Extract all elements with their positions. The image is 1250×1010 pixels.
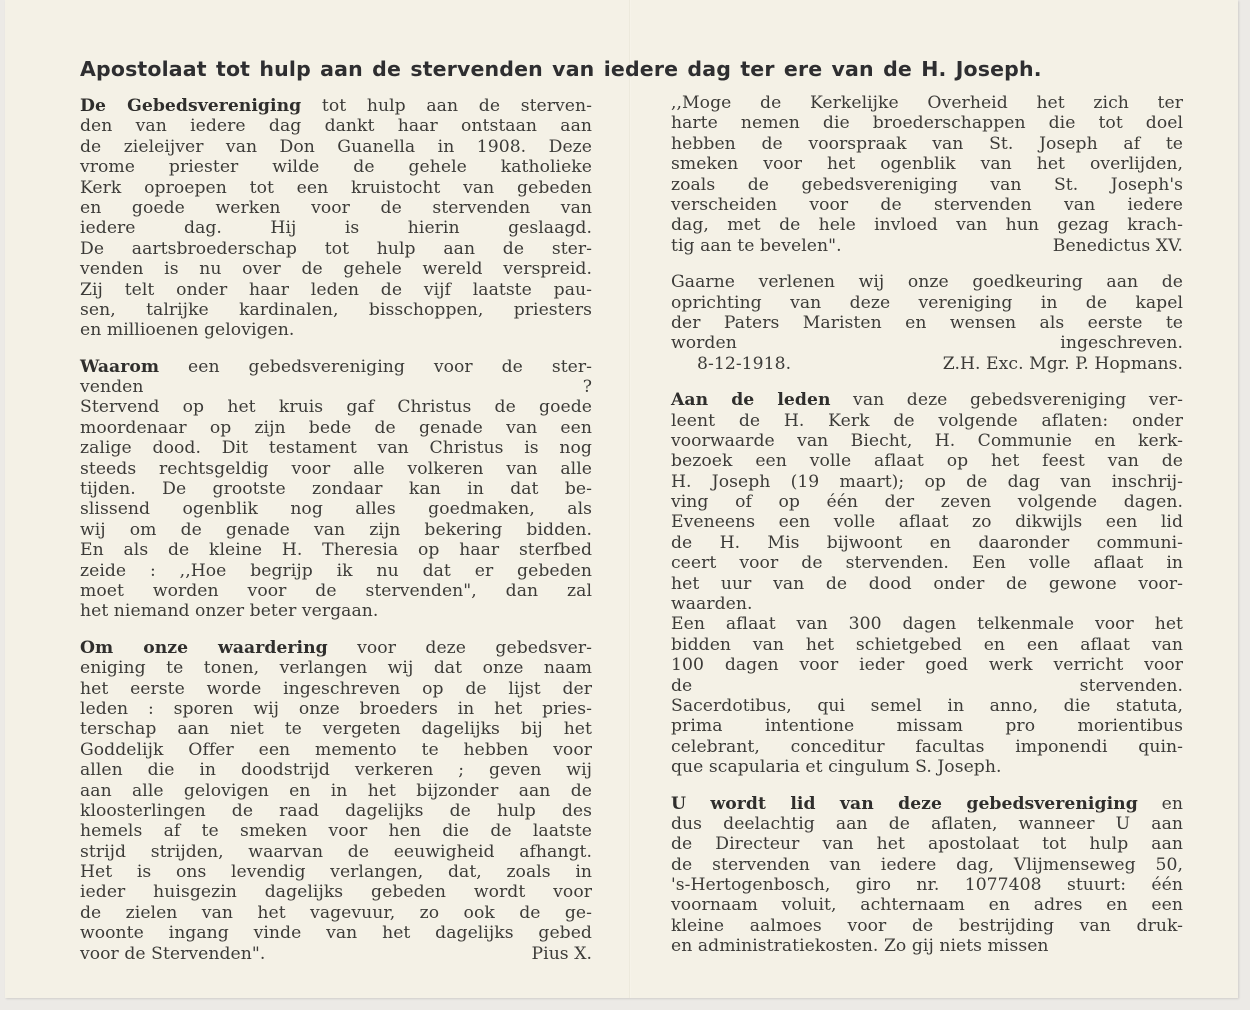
- line-text: ,,Moge de Kerkelijke Overheid het zich ter: [671, 93, 1183, 113]
- line-text: De aartsbroederschap tot hulp aan de ster-: [80, 238, 592, 259]
- line-text: slissend ogenblik nog alles goedmaken, als: [80, 499, 592, 520]
- text-line: [80, 540, 592, 560]
- text-line: [80, 862, 592, 882]
- line-text: voorwaarde van Biecht, H. Communie en kerk-: [671, 430, 1183, 451]
- text-line: [671, 533, 1183, 553]
- line-text: de stervenden van iedere dag, Vlijmenseweg 50,: [671, 854, 1183, 875]
- line-text: het eerste worde ingeschreven op de lijst der: [80, 678, 592, 699]
- text-line: [671, 93, 1183, 113]
- line-text: prima intentione missam pro morientibus: [671, 716, 1183, 737]
- line-text: het niemand onzer beter vergaan.: [80, 601, 379, 622]
- text-line: [671, 716, 1183, 736]
- text-line: [80, 320, 592, 340]
- text-line: [671, 333, 1183, 353]
- left-column: [80, 96, 592, 980]
- text-line: [671, 113, 1183, 133]
- closing-text: voor de Stervenden".: [80, 943, 266, 964]
- line-text: waarden.: [671, 594, 753, 615]
- closing-line: [80, 944, 592, 964]
- text-line: [80, 178, 592, 198]
- line-text: en: [1137, 793, 1183, 814]
- line-text: dag, met de hele invloed van hun gezag krach-: [671, 215, 1183, 236]
- text-line: [671, 293, 1183, 313]
- line-text: 's-Hertogenbosch, giro nr. 1077408 stuurt: één: [671, 875, 1183, 896]
- line-text: Eveneens een volle aflaat zo dikwijls een lid: [671, 512, 1183, 533]
- line-text: zeide : ,,Hoe begrijp ik nu dat er gebeden: [80, 560, 592, 581]
- text-line: [80, 923, 592, 943]
- signature: Pius X.: [531, 943, 592, 964]
- date-signature-line: [671, 354, 1183, 374]
- line-text: de H. Mis bijwoont en daaronder communi-: [671, 532, 1183, 553]
- text-line: [671, 272, 1183, 292]
- line-text: zalige dood. Dit testament van Christus is nog: [80, 438, 592, 459]
- text-line: [80, 479, 592, 499]
- text-line: [80, 357, 592, 377]
- line-text: Kerk oproepen tot een kruistocht van gebeden: [80, 177, 592, 198]
- text-line: [671, 215, 1183, 235]
- line-text: de Directeur van het apostolaat tot hulp aan: [671, 834, 1183, 855]
- line-text: celebrant, conceditur facultas imponendi quin-: [671, 736, 1183, 757]
- text-line: [671, 655, 1183, 675]
- line-text: Het is ons levendig verlangen, dat, zoals in: [80, 862, 592, 883]
- text-line: [671, 390, 1183, 410]
- text-line: [671, 614, 1183, 634]
- paragraph: [671, 272, 1183, 374]
- line-text: Stervend op het kruis gaf Christus de goede: [80, 397, 592, 418]
- text-line: [80, 903, 592, 923]
- paragraph-lead: U wordt lid van deze gebedsvereniging: [671, 793, 1138, 814]
- line-text: hemels af te smeken voor hen die de laatste: [80, 821, 592, 842]
- text-line: [671, 553, 1183, 573]
- paragraph: [671, 794, 1183, 957]
- line-text: 100 dagen voor ieder goed werk verricht voor: [671, 655, 1183, 676]
- text-line: [671, 492, 1183, 512]
- line-text: venden ?: [80, 377, 592, 398]
- text-line: [80, 601, 592, 621]
- paragraph-lead: Aan de leden: [671, 390, 831, 411]
- text-line: [80, 459, 592, 479]
- paragraph: [80, 96, 592, 341]
- line-text: worden ingeschreven.: [671, 333, 1183, 354]
- line-text: hebben de voorspraak van St. Joseph af te: [671, 133, 1183, 154]
- text-line: [671, 875, 1183, 895]
- text-line: [671, 794, 1183, 814]
- line-text: leent de H. Kerk de volgende aflaten: onder: [671, 410, 1183, 431]
- text-line: [671, 574, 1183, 594]
- text-line: [671, 757, 1183, 777]
- text-line: [671, 594, 1183, 614]
- text-line: [80, 259, 592, 279]
- line-text: verscheiden voor de stervenden van iedere: [671, 194, 1183, 215]
- paragraph-lead: Waarom: [80, 356, 160, 377]
- line-text: steeds rechtsgeldig voor alle volkeren van alle: [80, 458, 592, 479]
- line-text: vrome priester wilde de gehele katholieke: [80, 157, 592, 178]
- line-text: tot hulp aan de sterven-: [301, 96, 592, 116]
- text-line: [80, 116, 592, 136]
- text-line: [80, 801, 592, 821]
- line-text: een gebedsvereniging voor de ster-: [159, 356, 592, 377]
- text-line: [80, 198, 592, 218]
- text-line: [80, 740, 592, 760]
- line-text: de zieleijver van Don Guanella in 1908. Deze: [80, 136, 592, 157]
- text-line: [671, 195, 1183, 215]
- line-text: de zielen van het vagevuur, zo ook de ge-: [80, 902, 592, 923]
- line-text: Goddelijk Offer een memento te hebben voor: [80, 739, 592, 760]
- line-text: het uur van de dood onder de gewone voor-: [671, 573, 1183, 594]
- text-line: [80, 520, 592, 540]
- line-text: moordenaar op zijn bede de genade van een: [80, 417, 592, 438]
- text-line: [80, 638, 592, 658]
- text-line: [80, 438, 592, 458]
- line-text: voor deze gebedsver-: [327, 637, 592, 658]
- text-line: [671, 936, 1183, 956]
- text-line: [671, 696, 1183, 716]
- text-line: [671, 134, 1183, 154]
- line-text: iedere dag. Hij is hierin geslaagd.: [80, 218, 592, 239]
- line-text: ving of op één der zeven volgende dagen.: [671, 492, 1183, 513]
- text-line: [671, 451, 1183, 471]
- text-line: [80, 781, 592, 801]
- line-text: harte nemen die broederschappen die tot doel: [671, 113, 1183, 134]
- text-line: [80, 300, 592, 320]
- line-text: moet worden voor de stervenden", dan zal: [80, 580, 592, 601]
- text-line: [671, 175, 1183, 195]
- line-text: Een aflaat van 300 dagen telkenmale voor het: [671, 614, 1183, 635]
- text-line: [671, 154, 1183, 174]
- text-line: [671, 855, 1183, 875]
- line-text: Zij telt onder haar leden de vijf laatste pau-: [80, 279, 592, 300]
- text-line: [671, 431, 1183, 451]
- line-text: H. Joseph (19 maart); op de dag van inschrij-: [671, 471, 1183, 492]
- text-line: [80, 137, 592, 157]
- text-line: [671, 313, 1183, 333]
- paragraph: [671, 390, 1183, 777]
- line-text: kloosterlingen de raad dagelijks de hulp des: [80, 800, 592, 821]
- line-text: que scapularia et cingulum S. Joseph.: [671, 757, 1002, 778]
- text-line: [80, 397, 592, 417]
- paragraph-lead: De Gebedsvereniging: [80, 96, 302, 116]
- line-text: terschap aan niet te vergeten dagelijks bij het: [80, 719, 592, 740]
- line-text: tijden. De grootste zondaar kan in dat be-: [80, 479, 592, 500]
- line-text: van deze gebedsvereniging ver-: [830, 390, 1183, 411]
- line-text: ceert voor de stervenden. Een volle aflaat in: [671, 553, 1183, 574]
- text-line: [671, 676, 1183, 696]
- signature: Z.H. Exc. Mgr. P. Hopmans.: [942, 353, 1183, 374]
- line-text: woonte ingang vinde van het dagelijks gebed: [80, 923, 592, 944]
- line-text: den van iedere dag dankt haar ontstaan aan: [80, 116, 592, 137]
- document-heading: Apostolaat tot hulp aan de stervenden van iedere dag ter ere van de H. Joseph.: [80, 57, 1042, 81]
- text-line: [80, 821, 592, 841]
- text-line: [80, 239, 592, 259]
- line-text: En als de kleine H. Theresia op haar sterfbed: [80, 540, 592, 561]
- line-text: bidden van het schietgebed en een aflaat van: [671, 634, 1183, 655]
- line-text: oprichting van deze vereniging in de kapel: [671, 292, 1183, 313]
- line-text: voornaam voluit, achternaam en adres en een: [671, 895, 1183, 916]
- line-text: eniging te tonen, verlangen wij dat onze naam: [80, 658, 592, 679]
- line-text: ieder huisgezin dagelijks gebeden wordt voor: [80, 882, 592, 903]
- text-line: [80, 561, 592, 581]
- text-line: [80, 418, 592, 438]
- line-text: venden is nu over de gehele wereld verspreid.: [80, 259, 592, 280]
- paragraph: [80, 638, 592, 964]
- text-line: [80, 581, 592, 601]
- line-text: wij om de genade van zijn bekering bidden.: [80, 519, 592, 540]
- line-text: en goede werken voor de stervenden van: [80, 197, 592, 218]
- line-text: allen die in doodstrijd verkeren ; geven wij: [80, 760, 592, 781]
- text-line: [671, 512, 1183, 532]
- line-text: Gaarne verlenen wij onze goedkeuring aan de: [671, 272, 1183, 293]
- text-line: [80, 218, 592, 238]
- line-text: en administratiekosten. Zo gij niets missen: [671, 936, 1049, 957]
- line-text: de stervenden.: [671, 675, 1183, 696]
- line-text: aan alle gelovigen en in het bijzonder aan de: [80, 780, 592, 801]
- page-fold: [629, 0, 631, 998]
- text-line: [80, 842, 592, 862]
- line-text: sen, talrijke kardinalen, bisschoppen, priesters: [80, 299, 592, 320]
- signature: Benedictus XV.: [1052, 235, 1183, 256]
- line-text: bezoek een volle aflaat op het feest van de: [671, 451, 1183, 472]
- line-text: zoals de gebedsvereniging van St. Joseph's: [671, 174, 1183, 195]
- text-line: [80, 377, 592, 397]
- paragraph-lead: Om onze waardering: [80, 637, 328, 658]
- text-line: [80, 882, 592, 902]
- paragraph: [671, 93, 1183, 256]
- line-text: der Paters Maristen en wensen als eerste te: [671, 312, 1183, 333]
- text-line: [80, 699, 592, 719]
- text-line: [80, 280, 592, 300]
- line-text: leden : sporen wij onze broeders in het pries-: [80, 698, 592, 719]
- text-line: [671, 895, 1183, 915]
- line-text: smeken voor het ogenblik van het overlijden,: [671, 154, 1183, 175]
- text-line: [671, 814, 1183, 834]
- text-line: [671, 916, 1183, 936]
- paragraph: [80, 357, 592, 622]
- line-text: Sacerdotibus, qui semel in anno, die statuta,: [671, 695, 1183, 716]
- right-column: [671, 93, 1183, 973]
- closing-text: tig aan te bevelen".: [671, 235, 842, 256]
- text-line: [671, 635, 1183, 655]
- text-line: [80, 499, 592, 519]
- date: 8-12-1918.: [697, 353, 792, 374]
- text-line: [671, 737, 1183, 757]
- text-line: [80, 679, 592, 699]
- text-line: [80, 719, 592, 739]
- line-text: kleine aalmoes voor de bestrijding van druk-: [671, 915, 1183, 936]
- text-line: [80, 760, 592, 780]
- text-line: [671, 472, 1183, 492]
- closing-line: [671, 236, 1183, 256]
- text-line: [80, 157, 592, 177]
- line-text: en millioenen gelovigen.: [80, 320, 295, 341]
- text-line: [80, 658, 592, 678]
- text-line: [671, 834, 1183, 854]
- line-text: dus deelachtig aan de aflaten, wanneer U aan: [671, 813, 1183, 834]
- text-line: [671, 411, 1183, 431]
- text-line: [80, 96, 592, 116]
- line-text: strijd strijden, waarvan de eeuwigheid afhangt.: [80, 841, 592, 862]
